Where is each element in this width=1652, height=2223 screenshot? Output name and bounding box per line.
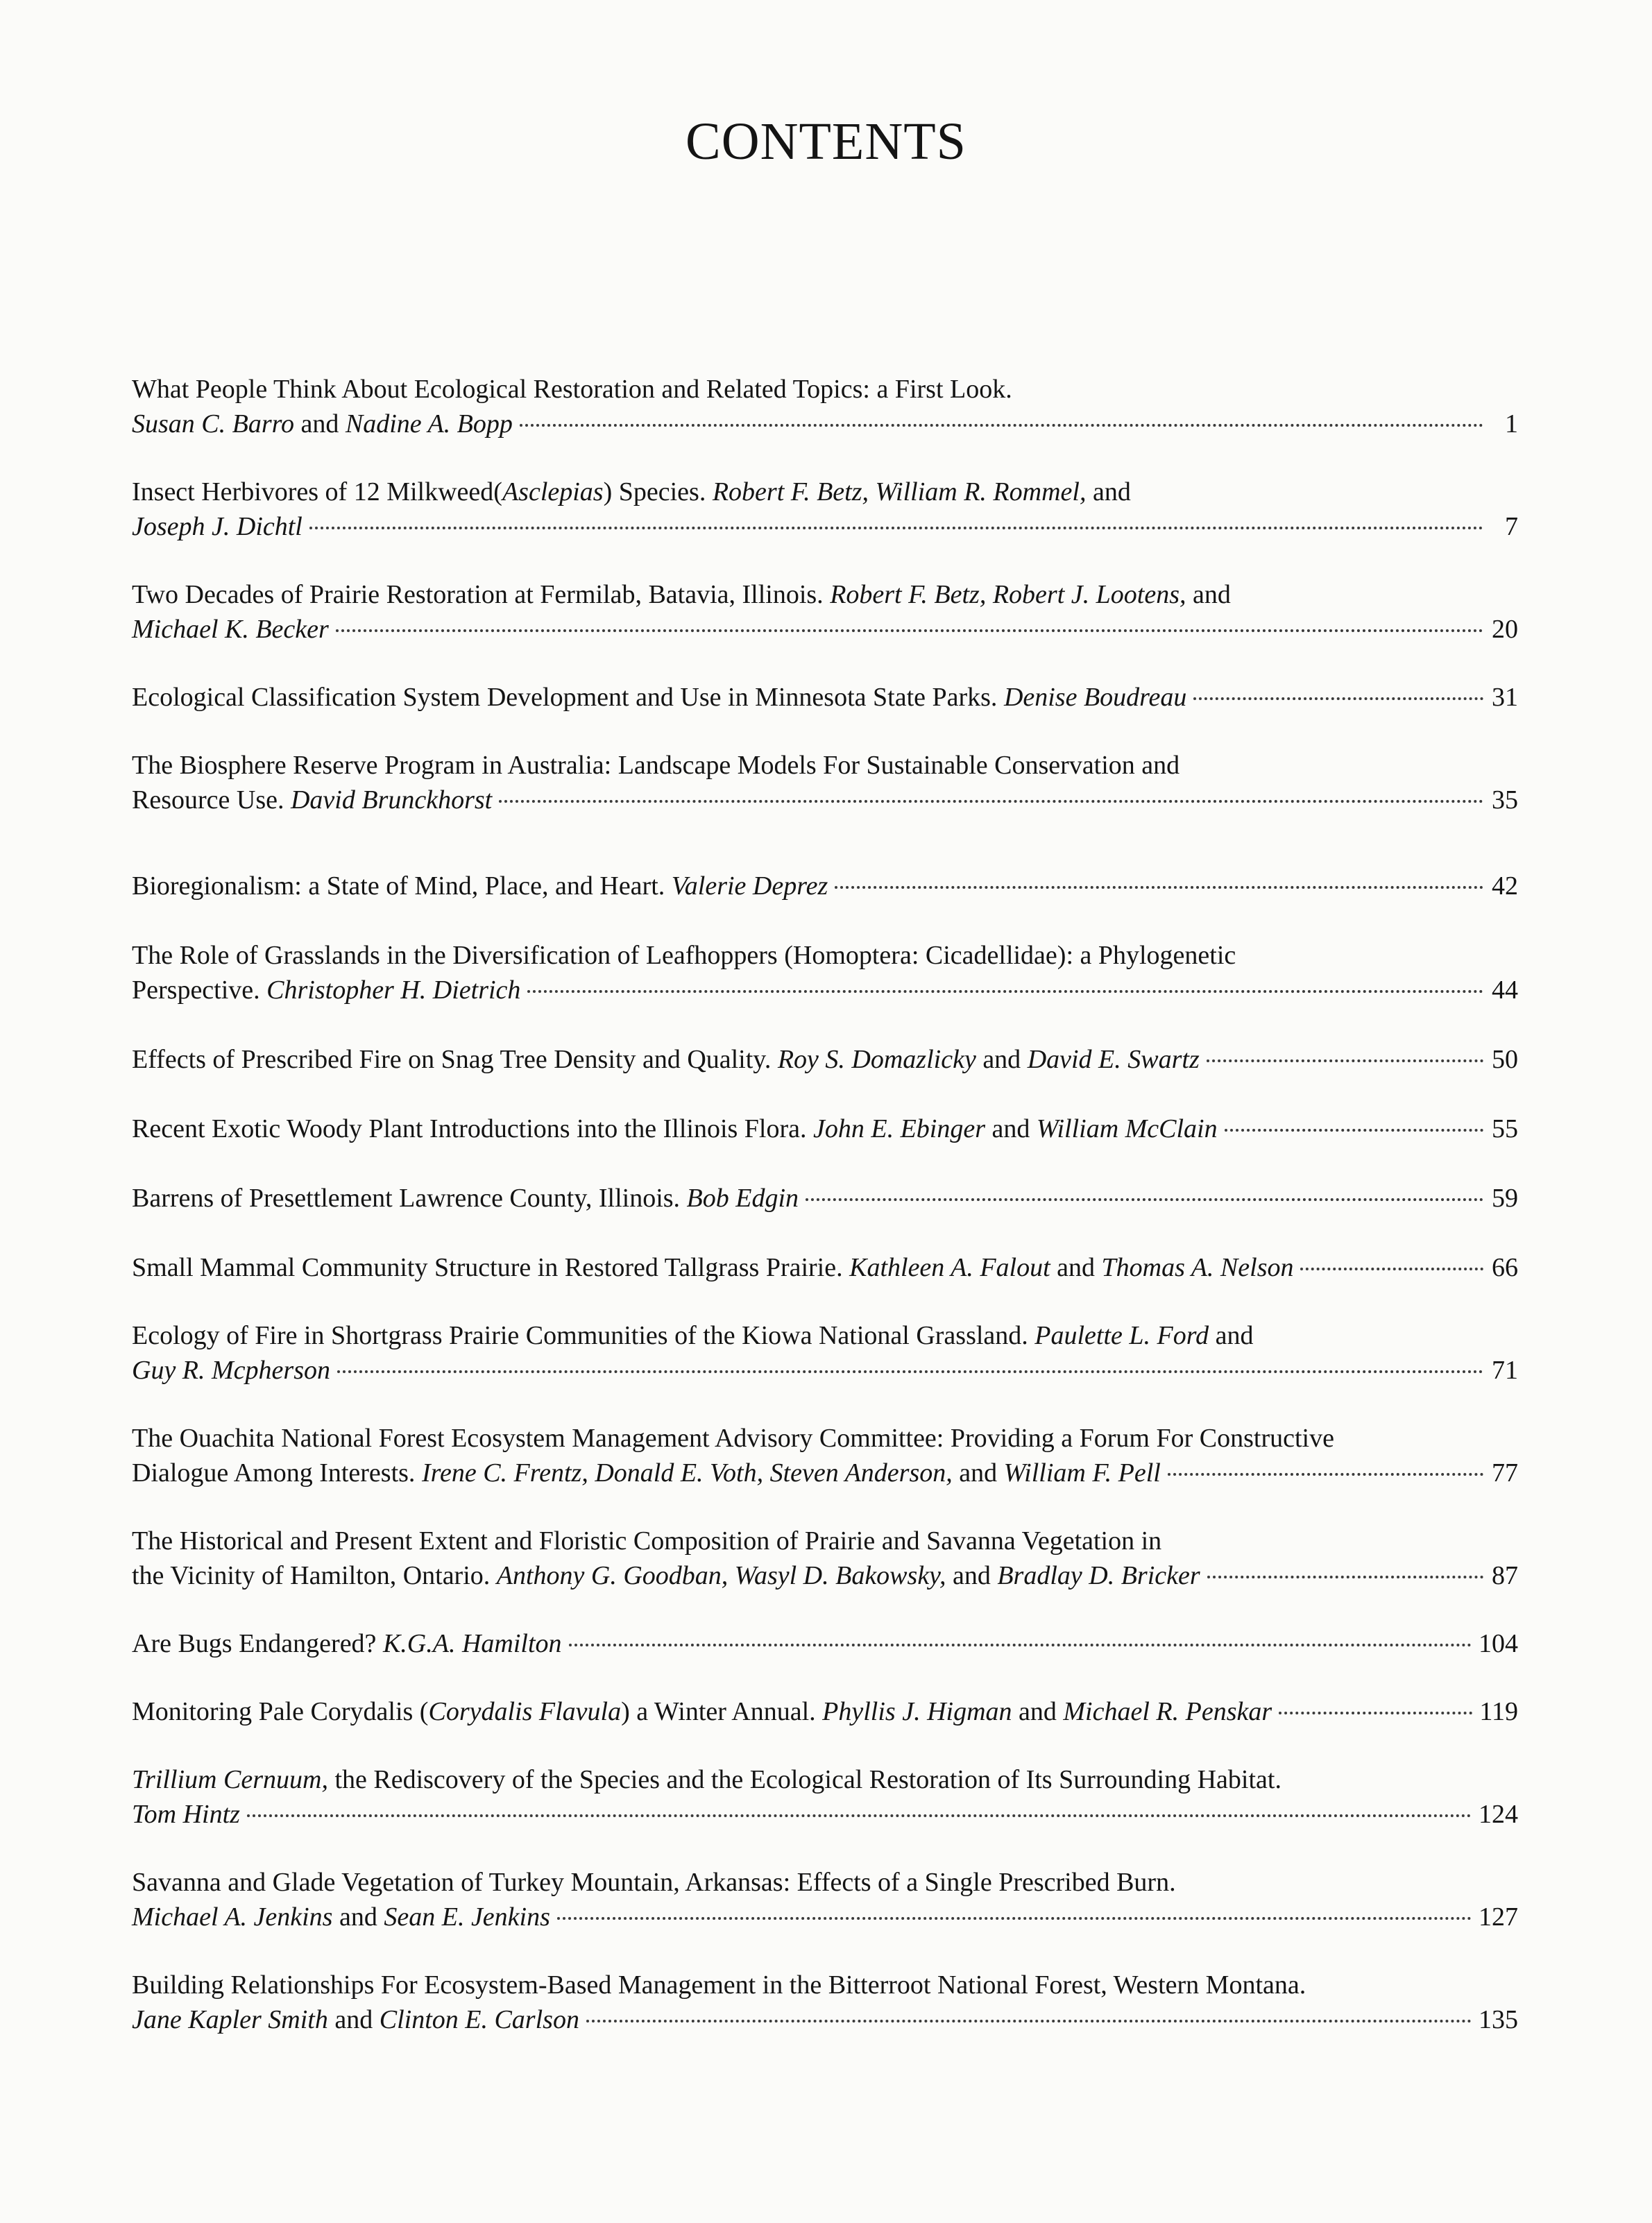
dot-leader — [1225, 1129, 1483, 1132]
title-text: Recent Exotic Woody Plant Introductions into the Illinois Flora. — [132, 1114, 814, 1143]
author-or-taxon-text: Corydalis Flavula — [428, 1697, 622, 1726]
page-number: 31 — [1492, 683, 1518, 712]
page-number: 77 — [1492, 1458, 1518, 1488]
toc-entry-text — [132, 1524, 1161, 1558]
toc-entry-text — [132, 612, 329, 647]
author-or-taxon-text: Anthony G. Goodban, Wasyl D. Bakowsky, — [496, 1561, 946, 1590]
toc-entry-line — [132, 1456, 1518, 1490]
title-text: Monitoring Pale Corydalis ( — [132, 1697, 429, 1726]
page-number: 87 — [1492, 1561, 1518, 1590]
dot-leader — [520, 424, 1483, 427]
title-text: the Vicinity of Hamilton, Ontario. — [132, 1561, 497, 1590]
dot-leader — [337, 1370, 1483, 1373]
author-or-taxon-text: Susan C. Barro — [132, 409, 295, 438]
toc-entry-text — [132, 1865, 1176, 1900]
page-number: 1 — [1505, 409, 1518, 438]
toc-entry-text — [132, 1112, 1218, 1146]
author-or-taxon-text: Michael R. Penskar — [1063, 1697, 1272, 1726]
toc-entry-line — [132, 1181, 1518, 1216]
author-or-taxon-text: Robert F. Betz, Robert J. Lootens, — [830, 580, 1186, 609]
toc-entry-line — [132, 1250, 1518, 1285]
page-number: 20 — [1492, 615, 1518, 644]
toc-entry-text — [132, 1968, 1306, 2002]
dot-leader — [1207, 1576, 1483, 1578]
toc-entry — [132, 748, 1518, 817]
title-text: What People Think About Ecological Restoration and Related Topics: a First Look. — [132, 375, 1012, 404]
toc-entry-text — [132, 1042, 1200, 1077]
page-title: CONTENTS — [686, 112, 966, 171]
toc-entry-text — [132, 680, 1186, 715]
title-text: Barrens of Presettlement Lawrence County, Illinois. — [132, 1184, 687, 1213]
author-or-taxon-text: Phyllis J. Higman — [822, 1697, 1012, 1726]
author-or-taxon-text: Joseph J. Dichtl — [132, 512, 303, 541]
author-or-taxon-text: Valerie Deprez — [671, 871, 828, 901]
author-or-taxon-text: William McClain — [1036, 1114, 1218, 1143]
title-text: The Role of Grasslands in the Diversification of Leafhoppers (Homoptera: Cicadellidae): a Phylogenetic — [132, 941, 1236, 970]
title-text: The Historical and Present Extent and Floristic Composition of Prairie and Savanna Vegetation in — [132, 1526, 1162, 1556]
title-text: and — [1012, 1697, 1064, 1726]
toc-entry — [132, 1042, 1518, 1077]
title-text: and — [1209, 1321, 1254, 1350]
toc-entry-text — [132, 1558, 1200, 1593]
toc-entry-line — [132, 869, 1518, 903]
toc-entry-line — [132, 1626, 1518, 1661]
page-number: 50 — [1492, 1045, 1518, 1074]
dot-leader — [499, 800, 1483, 803]
title-text: Effects of Prescribed Fire on Snag Tree Density and Quality. — [132, 1045, 778, 1074]
toc-entry — [132, 1421, 1518, 1490]
author-or-taxon-text: John E. Ebinger — [813, 1114, 986, 1143]
title-text: and — [332, 1902, 384, 1932]
toc-entry-text — [132, 783, 492, 817]
title-text: ) Species. — [603, 477, 713, 506]
title-text: and — [952, 1458, 1004, 1488]
page-number: 42 — [1492, 871, 1518, 901]
title-text: Bioregionalism: a State of Mind, Place, and Heart. — [132, 871, 672, 901]
toc-entry-line — [132, 973, 1518, 1007]
toc-entry-line — [132, 372, 1518, 407]
toc-entry-text — [132, 577, 1231, 612]
author-or-taxon-text: Denise Boudreau — [1003, 683, 1187, 712]
toc-entry-line — [132, 475, 1518, 509]
page-number: 71 — [1492, 1356, 1518, 1385]
toc-entry — [132, 1318, 1518, 1388]
toc-entry-line — [132, 1112, 1518, 1146]
toc-entry-text — [132, 1250, 1293, 1285]
toc-entry-line — [132, 1318, 1518, 1353]
toc-entry-line — [132, 1042, 1518, 1077]
toc-entry-text — [132, 1797, 240, 1832]
toc-entry-text — [132, 509, 303, 544]
author-or-taxon-text: Sean E. Jenkins — [384, 1902, 550, 1932]
toc-entry-text — [132, 475, 1131, 509]
author-or-taxon-text: Roy S. Domazlicky — [777, 1045, 976, 1074]
title-text: and — [327, 2005, 380, 2034]
dot-leader — [835, 886, 1483, 889]
toc-entry — [132, 1626, 1518, 1661]
toc-entry-text — [132, 1626, 562, 1661]
toc-entry-line — [132, 680, 1518, 715]
toc-entry — [132, 577, 1518, 647]
toc-entry-line — [132, 1900, 1518, 1934]
author-or-taxon-text: Nadine A. Bopp — [345, 409, 513, 438]
page-number: 7 — [1505, 512, 1518, 541]
author-or-taxon-text: Christopher H. Dietrich — [266, 976, 521, 1005]
page-number: 35 — [1492, 785, 1518, 815]
dot-leader — [569, 1644, 1472, 1646]
toc-entry-line — [132, 1968, 1518, 2002]
toc-entry — [132, 1762, 1518, 1832]
toc-entry — [132, 1968, 1518, 2037]
title-text: The Biosphere Reserve Program in Australia: Landscape Models For Sustainable Conservation and — [132, 751, 1180, 780]
title-text: and — [1050, 1253, 1102, 1282]
toc-entry-line — [132, 783, 1518, 817]
toc-entry-text — [132, 407, 513, 441]
title-text: Resource Use. — [132, 785, 291, 815]
author-or-taxon-text: Paulette L. Ford — [1034, 1321, 1209, 1350]
title-text: Are Bugs Endangered? — [132, 1629, 383, 1658]
toc-entry-text — [132, 869, 828, 903]
author-or-taxon-text: Jane Kapler Smith — [132, 2005, 328, 2034]
toc-entry — [132, 680, 1518, 715]
author-or-taxon-text: Michael K. Becker — [132, 615, 329, 644]
dot-leader — [309, 527, 1483, 529]
toc-entry-line — [132, 577, 1518, 612]
title-text: ) a Winter Annual. — [621, 1697, 823, 1726]
toc-entry-text — [132, 1181, 799, 1216]
toc-entry-text — [132, 1456, 1161, 1490]
toc-entry-text — [132, 1900, 550, 1934]
title-text: and — [985, 1114, 1037, 1143]
title-text: Savanna and Glade Vegetation of Turkey Mountain, Arkansas: Effects of a Single Prescribed Burn. — [132, 1868, 1176, 1897]
toc-entry-line — [132, 1353, 1518, 1388]
toc-entry — [132, 869, 1518, 903]
title-text: Two Decades of Prairie Restoration at Fermilab, Batavia, Illinois. — [132, 580, 831, 609]
page-number: 135 — [1479, 2005, 1518, 2034]
author-or-taxon-text: Bradlay D. Bricker — [997, 1561, 1200, 1590]
author-or-taxon-text: Kathleen A. Falout — [849, 1253, 1050, 1282]
page-number: 127 — [1479, 1902, 1518, 1932]
toc-entry-line — [132, 1762, 1518, 1797]
page-number: 66 — [1492, 1253, 1518, 1282]
author-or-taxon-text: Bob Edgin — [686, 1184, 799, 1213]
toc-entry-text — [132, 748, 1180, 783]
title-text: Ecology of Fire in Shortgrass Prairie Communities of the Kiowa National Grassland. — [132, 1321, 1035, 1350]
toc-entry-line — [132, 1524, 1518, 1558]
title-text: the Rediscovery of the Species and the Ecological Restoration of Its Surrounding Habitat. — [327, 1765, 1281, 1794]
toc-entry — [132, 372, 1518, 441]
toc-entry-text — [132, 1421, 1334, 1456]
page-number: 104 — [1479, 1629, 1518, 1658]
dot-leader — [1279, 1712, 1472, 1714]
toc-entry-line — [132, 938, 1518, 973]
page-number: 59 — [1492, 1184, 1518, 1213]
toc-entry-line — [132, 612, 1518, 647]
title-text: and — [1186, 580, 1231, 609]
title-text: Perspective. — [132, 976, 267, 1005]
author-or-taxon-text: David Brunckhorst — [290, 785, 493, 815]
author-or-taxon-text: K.G.A. Hamilton — [382, 1629, 562, 1658]
dot-leader — [1168, 1473, 1483, 1476]
page-number: 44 — [1492, 976, 1518, 1005]
toc-entry — [132, 938, 1518, 1007]
toc-entry — [132, 1524, 1518, 1593]
toc-entry-text — [132, 938, 1236, 973]
dot-leader — [527, 990, 1483, 993]
toc-entry — [132, 1112, 1518, 1146]
dot-leader — [336, 629, 1483, 632]
dot-leader — [1207, 1059, 1483, 1062]
title-text: Building Relationships For Ecosystem-Based Management in the Bitterroot National Forest, Western Montana. — [132, 1970, 1306, 2000]
author-or-taxon-text: Trillium Cernuum, — [132, 1765, 328, 1794]
title-text: Dialogue Among Interests. — [132, 1458, 422, 1488]
author-or-taxon-text: Michael A. Jenkins — [132, 1902, 333, 1932]
toc-entry-line — [132, 1865, 1518, 1900]
toc-entry-line — [132, 1797, 1518, 1832]
author-or-taxon-text: William F. Pell — [1003, 1458, 1161, 1488]
toc-entry-text — [132, 2002, 579, 2037]
toc-entry-text — [132, 372, 1012, 407]
toc-entry — [132, 1865, 1518, 1934]
dot-leader — [247, 1814, 1472, 1817]
toc-entry-text — [132, 1762, 1281, 1797]
page-number: 124 — [1479, 1800, 1518, 1829]
toc-entry-line — [132, 509, 1518, 544]
page-number: 119 — [1479, 1697, 1518, 1726]
title-text: The Ouachita National Forest Ecosystem Management Advisory Committee: Providing a Forum For Constructive — [132, 1424, 1334, 1453]
toc-entry — [132, 1694, 1518, 1729]
toc-entry-text — [132, 1318, 1254, 1353]
toc-entry-text — [132, 1694, 1272, 1729]
toc-entry-line — [132, 407, 1518, 441]
title-text: Insect Herbivores of 12 Milkweed( — [132, 477, 502, 506]
title-text: and — [294, 409, 346, 438]
toc-entry-line — [132, 2002, 1518, 2037]
dot-leader — [1300, 1268, 1483, 1270]
title-text: and — [946, 1561, 998, 1590]
toc-entry-text — [132, 1353, 330, 1388]
author-or-taxon-text: Robert F. Betz, William R. Rommel, — [712, 477, 1087, 506]
toc-entry — [132, 1181, 1518, 1216]
toc-entry-line — [132, 748, 1518, 783]
toc-entry-line — [132, 1421, 1518, 1456]
dot-leader — [586, 2020, 1472, 2022]
author-or-taxon-text: Guy R. Mcpherson — [132, 1356, 330, 1385]
toc-entry — [132, 1250, 1518, 1285]
author-or-taxon-text: Clinton E. Carlson — [379, 2005, 579, 2034]
author-or-taxon-text: Asclepias — [502, 477, 604, 506]
title-text: Ecological Classification System Development and Use in Minnesota State Parks. — [132, 683, 1004, 712]
toc-entry-text — [132, 973, 520, 1007]
title-text: and — [1086, 477, 1131, 506]
dot-leader — [1193, 697, 1483, 700]
dot-leader — [806, 1198, 1483, 1201]
title-text: and — [976, 1045, 1028, 1074]
author-or-taxon-text: Tom Hintz — [132, 1800, 240, 1829]
author-or-taxon-text: Thomas A. Nelson — [1101, 1253, 1294, 1282]
title-text: Small Mammal Community Structure in Restored Tallgrass Prairie. — [132, 1253, 850, 1282]
toc-entry — [132, 475, 1518, 544]
author-or-taxon-text: David E. Swartz — [1027, 1045, 1200, 1074]
page-number: 55 — [1492, 1114, 1518, 1143]
dot-leader — [557, 1917, 1472, 1920]
author-or-taxon-text: Irene C. Frentz, Donald E. Voth, Steven Anderson, — [421, 1458, 953, 1488]
toc-entry-line — [132, 1694, 1518, 1729]
toc-entry-line — [132, 1558, 1518, 1593]
